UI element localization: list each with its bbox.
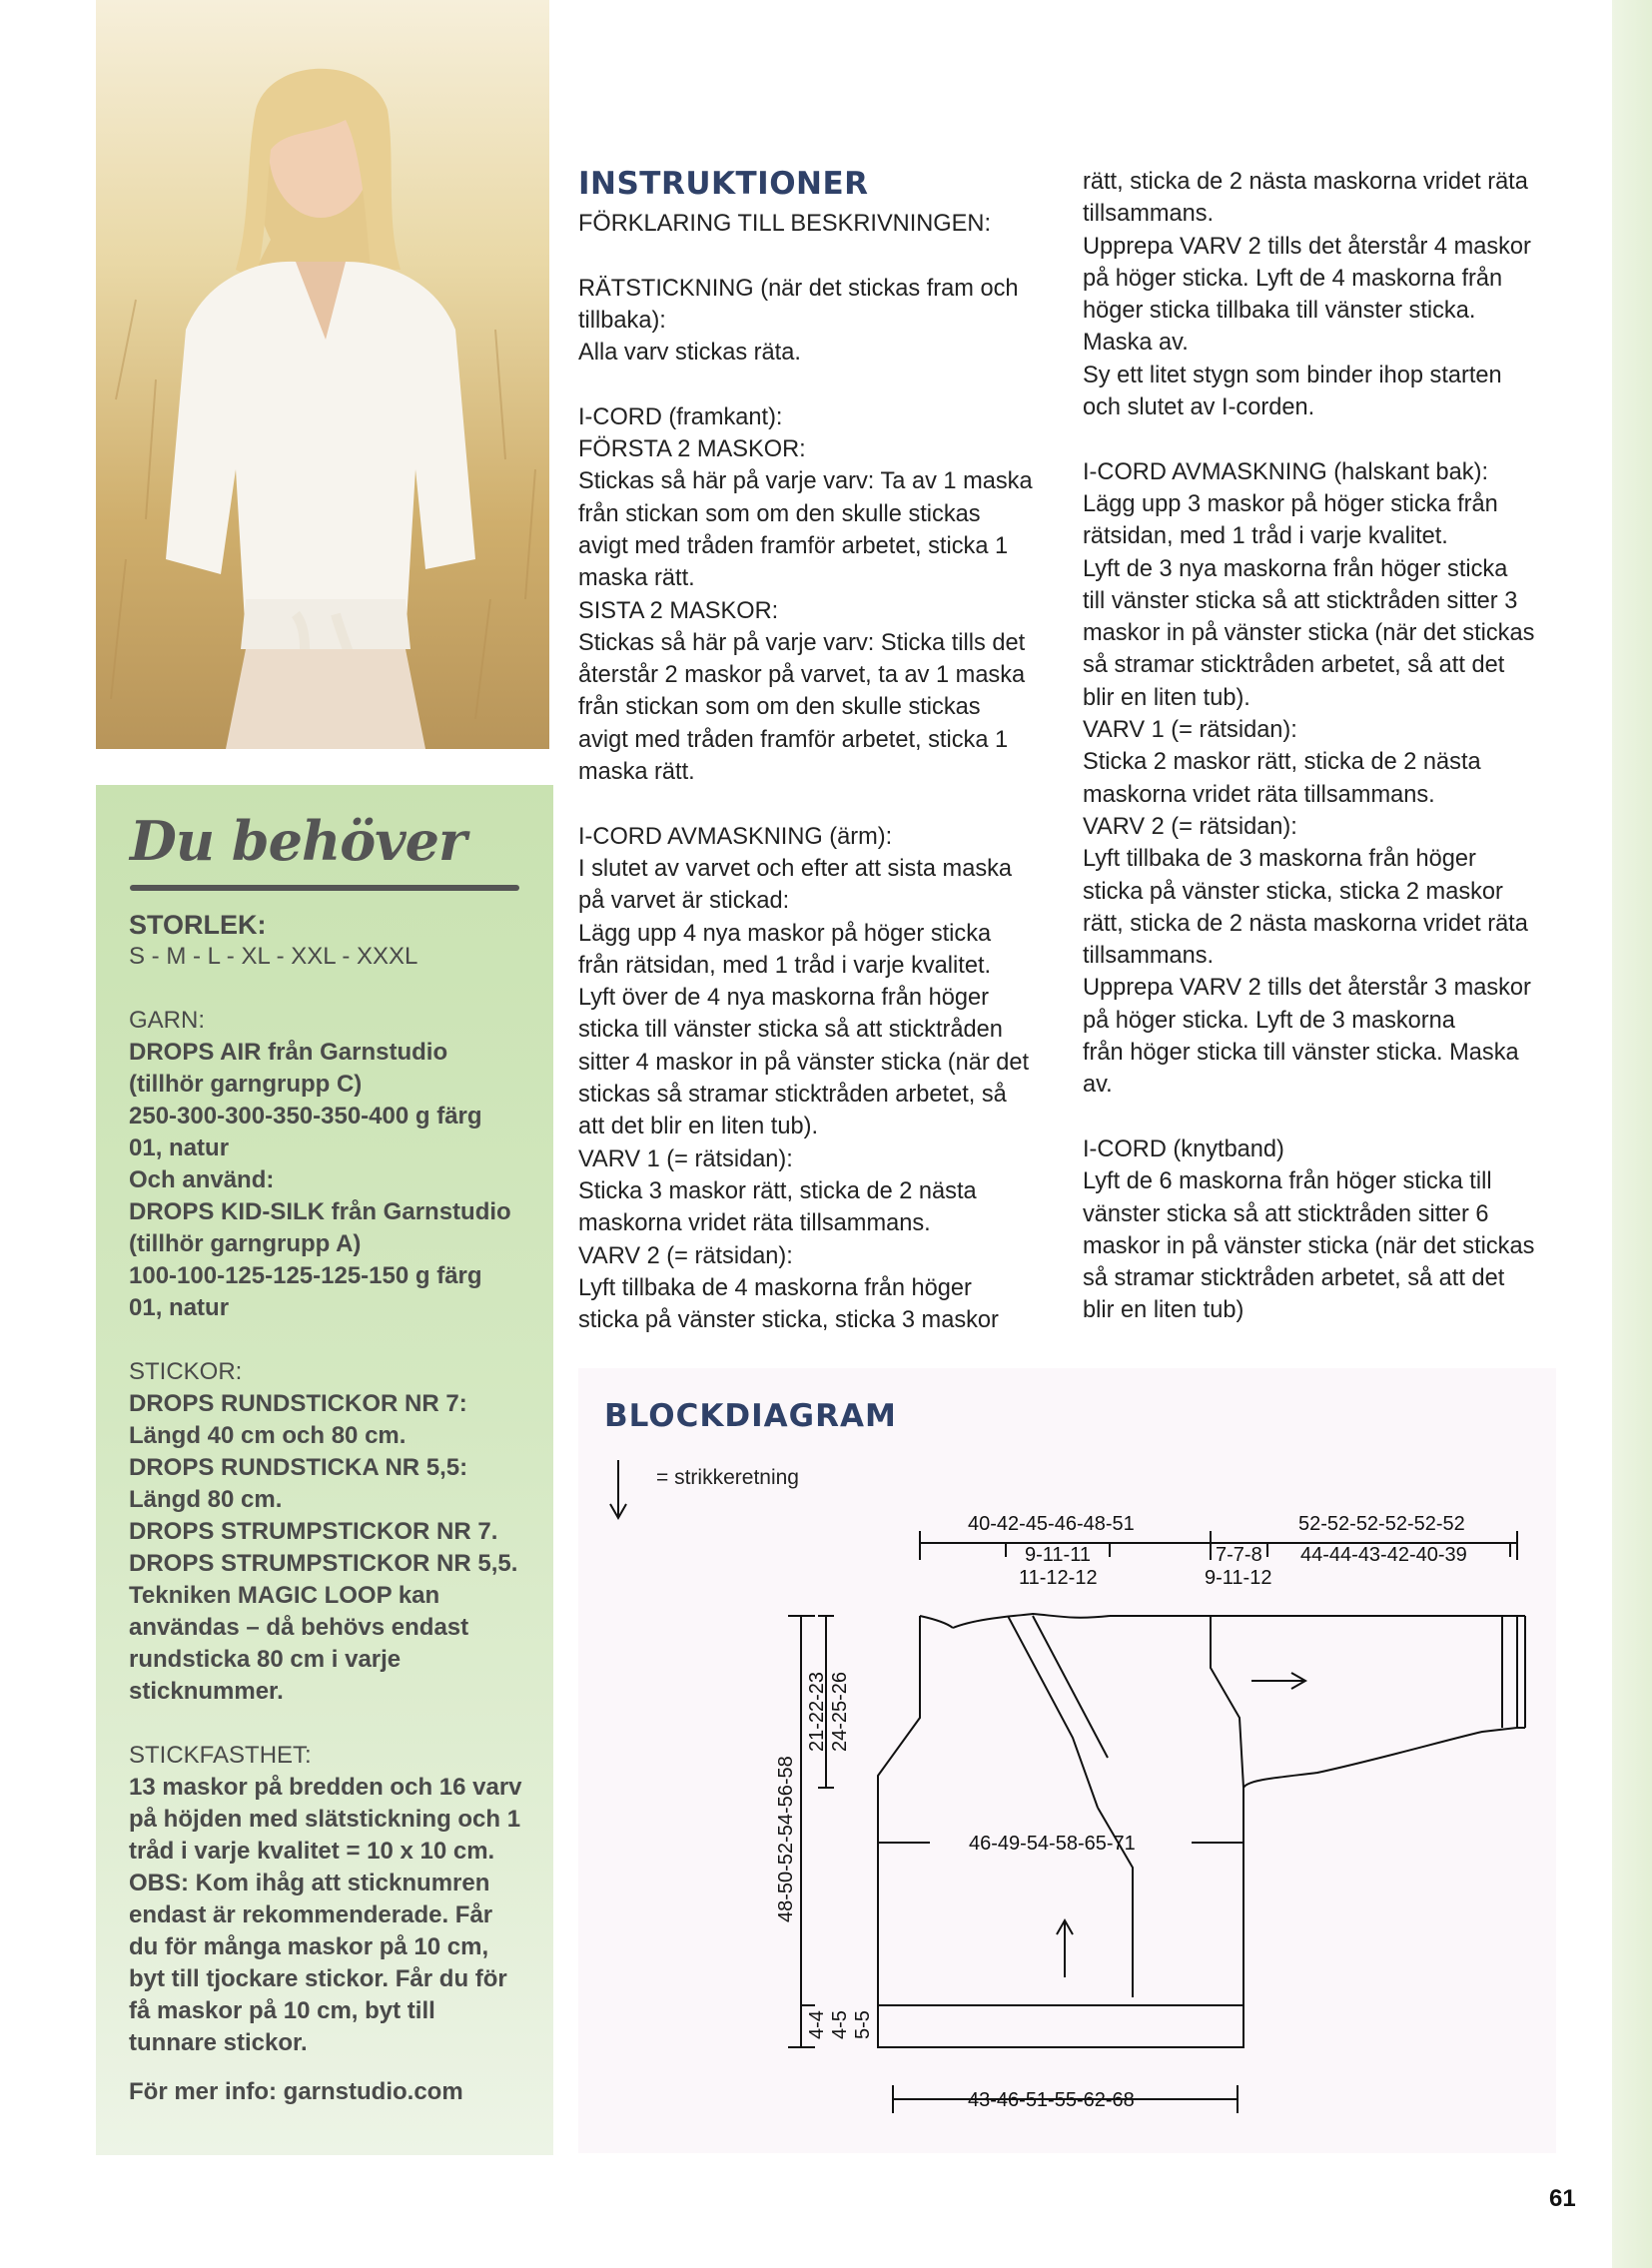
title-underline — [130, 885, 519, 891]
spacer — [1083, 1102, 1572, 1134]
materials-line: 01, natur — [129, 1134, 230, 1161]
instruction-line: I-CORD (framkant): — [578, 403, 783, 430]
materials-line: få maskor på 10 cm, byt till — [129, 1997, 435, 2024]
instruction-line: avigt med tråden framför arbetet, sticka 1 — [578, 532, 1009, 559]
instruction-line: tillsammans. — [1083, 201, 1215, 228]
materials-line: DROPS STRUMPSTICKOR NR 7. — [129, 1518, 498, 1545]
instruction-line: stickas så stramar sticktråden arbetet, så — [578, 1082, 1007, 1109]
instruction-line: blir en liten tub) — [1083, 1297, 1244, 1324]
materials-line: STORLEK: — [129, 910, 267, 940]
instruction-line: sticka på vänster sticka, sticka 2 maskor — [1083, 878, 1503, 905]
instruction-line: Stickas så här på varje varv: Sticka tills det — [578, 629, 1026, 656]
instruction-line: återstår 2 maskor på varvet, ta av 1 maska — [578, 662, 1026, 689]
materials-line: rundsticka 80 cm i varje — [129, 1646, 402, 1673]
label-top-right: 52-52-52-52-52-52 — [1298, 1513, 1465, 1535]
materials-line: Längd 40 cm och 80 cm. — [129, 1422, 407, 1449]
materials-line: tråd i varje kvalitet = 10 x 10 cm. — [129, 1838, 495, 1865]
instruction-line: RÄTSTICKNING (när det stickas fram och — [578, 275, 1019, 302]
instruction-line: Alla varv stickas räta. — [578, 340, 801, 367]
materials-line: STICKOR: — [129, 1358, 243, 1385]
materials-line: byt till tjockare stickor. Får du för — [129, 1965, 507, 1992]
materials-line: S - M - L - XL - XXL - XXXL — [129, 943, 418, 970]
materials-line: (tillhör garngrupp C) — [129, 1071, 363, 1098]
instruction-line: I-CORD (knytband) — [1083, 1135, 1284, 1162]
instruction-line: på varvet är stickad: — [578, 888, 790, 915]
instruction-line: VARV 1 (= rätsidan): — [1083, 717, 1297, 744]
instructions-column-left — [578, 208, 1068, 1336]
instructions-title: INSTRUKTIONER — [578, 166, 869, 202]
instruction-line: till vänster sticka så att sticktråden sitter 3 — [1083, 587, 1518, 614]
instruction-line: sticka till vänster sticka så att sticktråden — [578, 1017, 1003, 1044]
instruction-line: Lyft över de 4 nya maskorna från höger — [578, 985, 989, 1012]
materials-line: (tillhör garngrupp A) — [129, 1230, 362, 1257]
materials-line: DROPS AIR från Garnstudio — [129, 1039, 448, 1066]
instruction-line: från rätsidan, med 1 tråd i varje kvalitet. — [578, 952, 992, 979]
materials-line: Och använd: — [129, 1166, 275, 1193]
label-rib-1: 4-4 — [806, 2010, 828, 2039]
instruction-line: I-CORD AVMASKNING (ärm): — [578, 823, 893, 850]
model-photo — [96, 0, 549, 749]
diagram-drawing — [578, 1368, 1556, 2153]
instruction-line: FÖRKLARING TILL BESKRIVNINGEN: — [578, 211, 991, 237]
instruction-line: Maska av. — [1083, 330, 1189, 357]
materials-line: sticknummer. — [129, 1678, 284, 1705]
instruction-line: sitter 4 maskor in på vänster sticka (när det — [578, 1049, 1030, 1076]
label-rib-2: 4-5 — [829, 2010, 851, 2039]
instruction-line: Upprepa VARV 2 tills det återstår 3 maskor — [1083, 975, 1531, 1002]
spacer — [129, 1708, 538, 1740]
spacer — [1083, 423, 1572, 455]
materials-line: 01, natur — [129, 1294, 230, 1321]
materials-line: 250-300-300-350-350-400 g färg — [129, 1103, 482, 1130]
materials-line: på höjden med slätstickning och 1 — [129, 1806, 521, 1833]
instruction-line: från stickan som om den skulle stickas — [578, 500, 981, 527]
spacer — [578, 788, 1068, 820]
diagram-legend: = strikkeretning — [656, 1466, 799, 1489]
instruction-line: avigt med tråden framför arbetet, sticka 1 — [578, 726, 1009, 753]
instruction-line: att det blir en liten tub). — [578, 1114, 819, 1140]
instruction-line: FÖRSTA 2 MASKOR: — [578, 436, 806, 463]
label-armhole-1: 21-22-23 — [806, 1671, 828, 1752]
instruction-line: VARV 1 (= rätsidan): — [578, 1145, 793, 1172]
label-neck-width-2: 11-12-12 — [1019, 1567, 1098, 1589]
instruction-line: rätsidan, med 1 tråd i varje kvalitet. — [1083, 523, 1448, 550]
materials-line: DROPS STRUMPSTICKOR NR 5,5. — [129, 1550, 518, 1577]
materials-line: endast är rekommenderade. Får — [129, 1901, 493, 1928]
instruction-line: maskorna vridet räta tillsammans. — [1083, 781, 1435, 808]
instruction-line: Lyft tillbaka de 3 maskorna från höger — [1083, 846, 1476, 873]
materials-line: För mer info: garnstudio.com — [129, 2078, 463, 2105]
materials-line: 100-100-125-125-125-150 g färg — [129, 1262, 482, 1289]
instruction-line: Lägg upp 4 nya maskor på höger sticka — [578, 920, 992, 947]
instruction-line: vänster sticka så att sticktråden sitter 6 — [1083, 1200, 1489, 1227]
materials-text — [129, 909, 538, 2108]
label-armhole-2: 24-25-26 — [829, 1671, 851, 1752]
label-length: 48-50-52-54-56-58 — [775, 1756, 797, 1922]
materials-line: OBS: Kom ihåg att sticknumren — [129, 1870, 490, 1896]
instruction-line: på höger sticka. Lyft de 3 maskorna — [1083, 1007, 1455, 1034]
block-diagram — [578, 1368, 1556, 2153]
instruction-line: maskor in på vänster sticka (när det stickas — [1083, 620, 1535, 647]
instruction-line: blir en liten tub). — [1083, 684, 1250, 711]
instruction-line: av. — [1083, 1072, 1113, 1099]
decorative-side-band — [1612, 0, 1652, 2268]
label-body-width: 46-49-54-58-65-71 — [969, 1833, 1136, 1855]
instruction-line: Upprepa VARV 2 tills det återstår 4 maskor — [1083, 233, 1531, 260]
instruction-line: SISTA 2 MASKOR: — [578, 597, 779, 624]
spacer — [578, 240, 1068, 272]
instruction-line: på höger sticka. Lyft de 4 maskorna från — [1083, 265, 1503, 292]
instruction-line: maskor in på vänster sticka (när det stickas — [1083, 1232, 1535, 1259]
instruction-line: maska rätt. — [578, 759, 695, 786]
materials-line: STICKFASTHET: — [129, 1742, 312, 1769]
instruction-line: sticka på vänster sticka, sticka 3 maskor — [578, 1307, 999, 1334]
diagram-title: BLOCKDIAGRAM — [604, 1398, 897, 1434]
materials-line: Tekniken MAGIC LOOP kan — [129, 1582, 440, 1609]
instruction-line: I-CORD AVMASKNING (halskant bak): — [1083, 458, 1489, 485]
materials-line: Längd 80 cm. — [129, 1486, 283, 1513]
instruction-line: Sticka 3 maskor rätt, sticka de 2 nästa — [578, 1177, 977, 1204]
instruction-line: från höger sticka till vänster sticka. Maska — [1083, 1040, 1519, 1067]
instruction-line: VARV 2 (= rätsidan): — [578, 1242, 793, 1269]
materials-line: du för många maskor på 10 cm, — [129, 1933, 489, 1960]
materials-line: 13 maskor på bredden och 16 varv — [129, 1774, 522, 1801]
sidebar-title: Du behöver — [130, 809, 466, 873]
instruction-line: höger sticka tillbaka till vänster sticka. — [1083, 298, 1476, 325]
instruction-line: tillsammans. — [1083, 943, 1215, 970]
instruction-line: och slutet av I-corden. — [1083, 394, 1315, 421]
instruction-line: så stramar sticktråden arbetet, så att det — [1083, 1265, 1505, 1292]
instruction-line: VARV 2 (= rätsidan): — [1083, 813, 1297, 840]
label-rib-3: 5-5 — [852, 2010, 874, 2039]
instruction-line: rätt, sticka de 2 nästa maskorna vridet räta — [1083, 910, 1528, 937]
materials-line: DROPS RUNDSTICKOR NR 7: — [129, 1390, 467, 1417]
instruction-line: tillbaka): — [578, 307, 666, 334]
instruction-line: I slutet av varvet och efter att sista maska — [578, 855, 1013, 882]
instruction-line: maska rätt. — [578, 565, 695, 592]
instruction-line: Stickas så här på varje varv: Ta av 1 maska — [578, 468, 1033, 495]
instruction-line: Sticka 2 maskor rätt, sticka de 2 nästa — [1083, 749, 1481, 776]
instruction-line: Lyft de 3 nya maskorna från höger sticka — [1083, 555, 1508, 582]
materials-sidebar — [96, 785, 553, 2155]
instruction-line: Lyft tillbaka de 4 maskorna från höger — [578, 1274, 972, 1301]
instruction-line: Sy ett litet stygn som binder ihop starten — [1083, 362, 1502, 388]
spacer — [129, 1324, 538, 1356]
instruction-line: från stickan som om den skulle stickas — [578, 694, 981, 721]
instructions-column-right — [1083, 166, 1572, 1327]
materials-line: DROPS RUNDSTICKA NR 5,5: — [129, 1454, 468, 1481]
page-number: 61 — [1549, 2185, 1576, 2212]
spacer — [129, 2059, 538, 2076]
spacer — [578, 369, 1068, 400]
label-sleeve-width: 44-44-43-42-40-39 — [1300, 1544, 1467, 1566]
instruction-line: så stramar sticktråden arbetet, så att det — [1083, 652, 1505, 679]
instruction-line: Lyft de 6 maskorna från höger sticka till — [1083, 1168, 1492, 1195]
label-top-left: 40-42-45-46-48-51 — [968, 1513, 1135, 1535]
label-shoulder-2: 9-11-12 — [1205, 1567, 1272, 1589]
materials-line: DROPS KID-SILK från Garnstudio — [129, 1198, 511, 1225]
instruction-line: maskorna vridet räta tillsammans. — [578, 1210, 931, 1237]
label-bottom-width: 43-46-51-55-62-68 — [968, 2089, 1135, 2111]
label-shoulder-1: 7-7-8 — [1216, 1544, 1262, 1566]
instruction-line: rätt, sticka de 2 nästa maskorna vridet räta — [1083, 169, 1528, 195]
materials-line: tunnare stickor. — [129, 2029, 308, 2056]
label-neck-width-1: 9-11-11 — [1025, 1544, 1091, 1566]
materials-line: GARN: — [129, 1007, 206, 1034]
materials-line: användas – då behövs endast — [129, 1614, 469, 1641]
spacer — [129, 973, 538, 1005]
instruction-line: Lägg upp 3 maskor på höger sticka från — [1083, 490, 1498, 517]
